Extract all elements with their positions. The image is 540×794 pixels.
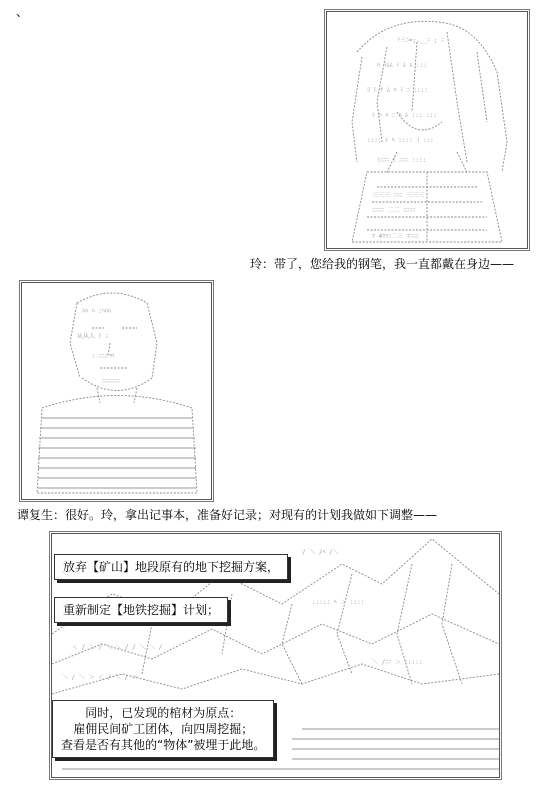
svg-text:ｼ ﾊ ﾊ ﾆ ﾊ ﾑ ::: :::: ｼ ﾊ ﾊ ﾆ ﾊ ﾑ ::: ::: [372, 112, 437, 119]
panel-mountain-landscape [51, 533, 500, 778]
svg-text:＼ /ﾆﾆ ＞ :::::: ＼ /ﾆﾆ ＞ ::::: [372, 659, 423, 666]
svg-text:＼ / ＼ ＞ ＜ / ＼ / ＞: ＼ / ＼ ＞ ＜ / ＼ / ＞ [62, 674, 138, 681]
svg-text:ｿ三ﾆ=;.__ﾆ ; ﾆ: ｿ三ﾆ=;.__ﾆ ; ﾆ [397, 37, 444, 44]
svg-text:ﾘ ﾄ ﾅ ﾑ ﾊ ﾐ ﾆ ::::: ﾘ ﾄ ﾅ ﾑ ﾊ ﾐ ﾆ :::: [367, 87, 428, 94]
svg-text:从从人 ﾄ ﾆ: 从从人 ﾄ ﾆ [77, 333, 109, 340]
svg-text:ﾏ 4ﾏﾊﾆ二三 ﾏﾆﾆﾆ: ﾏ 4ﾏﾊﾆ二三 ﾏﾆﾆﾆ [372, 233, 419, 240]
svg-text:＜ / ＼ / ＼ ＼ / / ＼ ＼ /: ＜ / ＼ / ＼ ＼ / / ＼ ＼ / [72, 644, 163, 651]
man-ascii-art [22, 283, 211, 499]
svg-text::::: ｲ ﾊ :::: ｲ :::: :::: ｲ ﾊ :::: ｲ ::: [367, 137, 434, 144]
note-line: 雇佣民间矿工团体，向四周挖掘； [73, 722, 254, 736]
svg-text:/ ＼ /ﾍ /＼: / ＼ /ﾍ /＼ [302, 549, 339, 556]
svg-text:ﾊ ﾐﾑﾑ ﾐ ﾑ ﾑ :::: ﾊ ﾐﾑﾑ ﾐ ﾑ ﾑ ::: [377, 62, 427, 69]
panel-girl-portrait [326, 11, 528, 249]
note-subway-plan [54, 597, 228, 623]
note-line: 同时，已发现的棺材为原点： [85, 706, 242, 720]
note-abandon-mine-plan [54, 554, 288, 580]
panel-man-portrait [21, 282, 212, 500]
svg-text:ﾆ ﾆﾆﾆ ﾆ: ﾆ ﾆﾆﾆ ﾆ [92, 353, 115, 360]
note-coffin-origin [52, 700, 274, 758]
note-line: 查看是否有其他的“物体”被埋于此地。 [61, 738, 266, 752]
caption-ling: 玲：带了，您给我的钢笔，我一直都戴在身边—— [250, 257, 515, 271]
caption-tan: 谭复生：很好。玲，拿出记事本，准备好记录；对现有的计划我做如下调整—— [17, 508, 438, 522]
svg-text:ﾆﾆﾆﾆ 二二 ﾆﾆﾆﾆ: ﾆﾆﾆﾆ 二二 ﾆﾆﾆﾆ [372, 207, 416, 214]
note-line: 重新制定【地铁挖掘】计划； [63, 603, 220, 617]
svg-text:三三三 ﾆﾆﾆ 三三三: 三三三 ﾆﾆﾆ 三三三 [372, 192, 425, 199]
girl-ascii-art [327, 12, 527, 248]
svg-text:ﾐﾆﾆﾆ ｲ ﾆﾆﾆ ::::: ﾐﾆﾆﾆ ｲ ﾆﾆﾆ :::: [377, 157, 427, 164]
note-line: 放弃【矿山】地段原有的地下挖掘方案， [63, 560, 280, 574]
svg-text:::::: ﾍ ＞ ::::: ::::: ﾍ ＞ :::: [312, 599, 365, 606]
svg-text:ﾊﾊ ﾊ :ﾊﾊﾊ: ﾊﾊ ﾊ :ﾊﾊﾊ [82, 308, 111, 315]
svg-text:ﾆﾆﾆﾆﾆﾆ: ﾆﾆﾆﾆﾆﾆ [102, 378, 121, 385]
corner-mark: 、 [16, 5, 29, 19]
